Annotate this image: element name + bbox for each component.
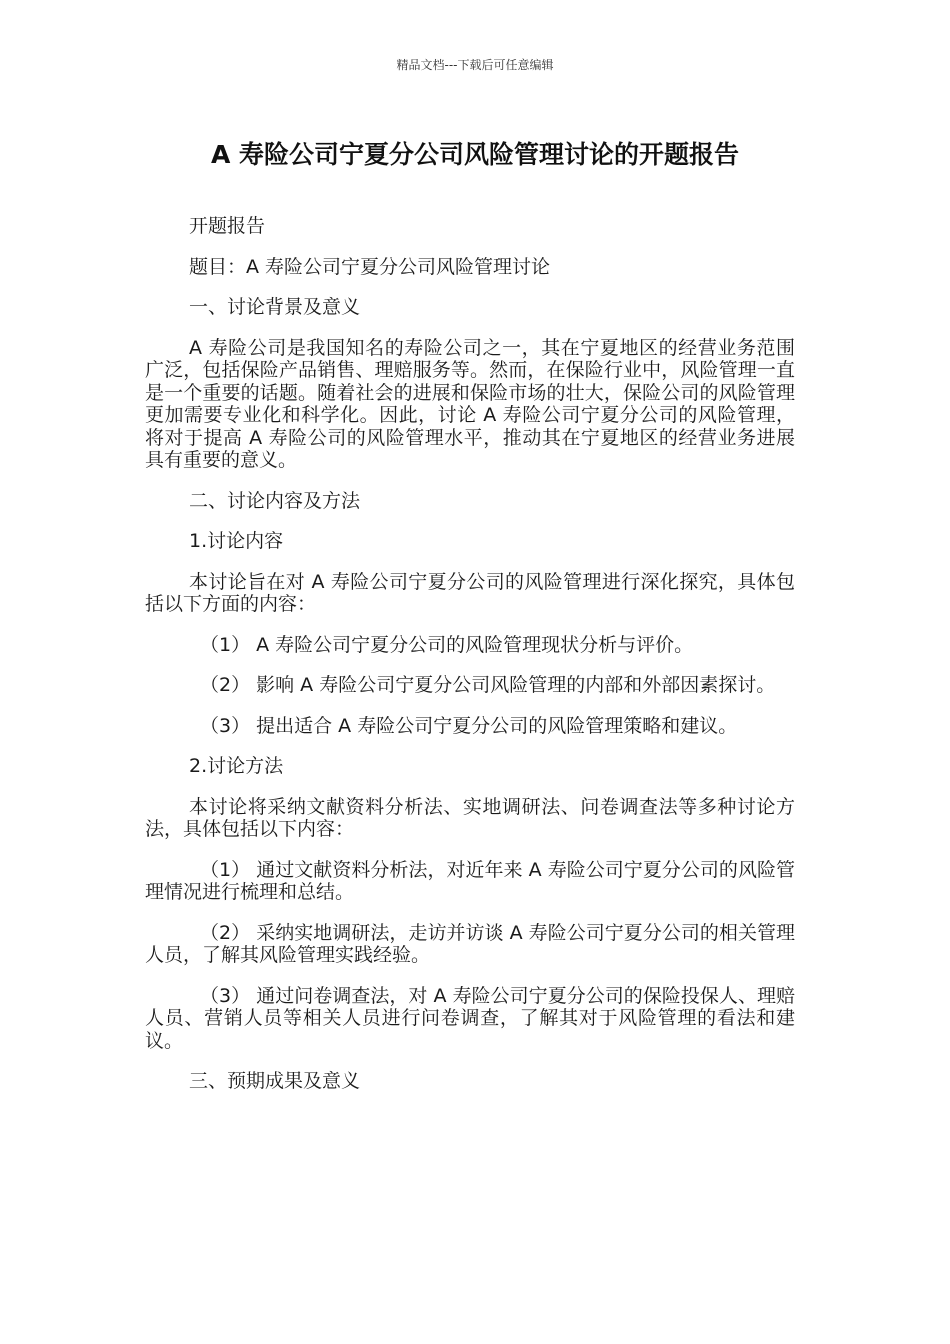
subheading-method: 2.讨论方法 (189, 755, 284, 777)
content-intro-paragraph: 本讨论旨在对 A 寿险公司宁夏分公司的风险管理进行深化探究，具体包括以下方面的内容： (145, 570, 795, 615)
content-item-1: （1） A 寿险公司宁夏分公司的风险管理现状分析与评价。 (200, 633, 694, 656)
background-paragraph: A 寿险公司是我国知名的寿险公司之一，其在宁夏地区的经营业务范围广泛，包括保险产品销售、理赔服务等。然而，在保险行业中，风险管理一直是一个重要的话题。随着社会的进展和保险市场的壮大，保险公司的风险管理更加需要专业化和科学化。因此，讨论 A 寿险公司宁夏分公司的风险管理，将对于提高 A 寿险公司的风险管理水平，推动其在宁夏地区的经营业务进展具有重要的意义。 (145, 336, 795, 471)
subheading-content: 1.讨论内容 (189, 530, 284, 552)
method-item-2: （2） 采纳实地调研法，走访并访谈 A 寿险公司宁夏分公司的相关管理人员，了解其风险管理实践经验。 (145, 921, 795, 966)
section-heading-expected-results: 三、预期成果及意义 (189, 1070, 361, 1092)
content-item-3: （3） 提出适合 A 寿险公司宁夏分公司的风险管理策略和建议。 (200, 714, 738, 737)
method-intro-paragraph: 本讨论将采纳文献资料分析法、实地调研法、问卷调查法等多种讨论方法，具体包括以下内容： (145, 795, 795, 840)
report-label: 开题报告 (189, 215, 266, 237)
section-heading-content-method: 二、讨论内容及方法 (189, 489, 361, 512)
topic-line: 题目：A 寿险公司宁夏分公司风险管理讨论 (189, 255, 551, 278)
document-body (145, 215, 795, 1111)
method-item-1: （1） 通过文献资料分析法，对近年来 A 寿险公司宁夏分公司的风险管理情况进行梳理和总结。 (145, 858, 795, 903)
content-item-2: （2） 影响 A 寿险公司宁夏分公司风险管理的内部和外部因素探讨。 (200, 674, 776, 696)
section-heading-background: 一、讨论背景及意义 (189, 296, 361, 318)
method-item-3: （3） 通过问卷调查法，对 A 寿险公司宁夏分公司的保险投保人、理赔人员、营销人员等相关人员进行问卷调查，了解其对于风险管理的看法和建议。 (145, 984, 795, 1052)
document-title: A 寿险公司宁夏分公司风险管理讨论的开题报告 (210, 140, 740, 169)
page-header-note: 精品文档---下载后可任意编辑 (396, 58, 554, 72)
